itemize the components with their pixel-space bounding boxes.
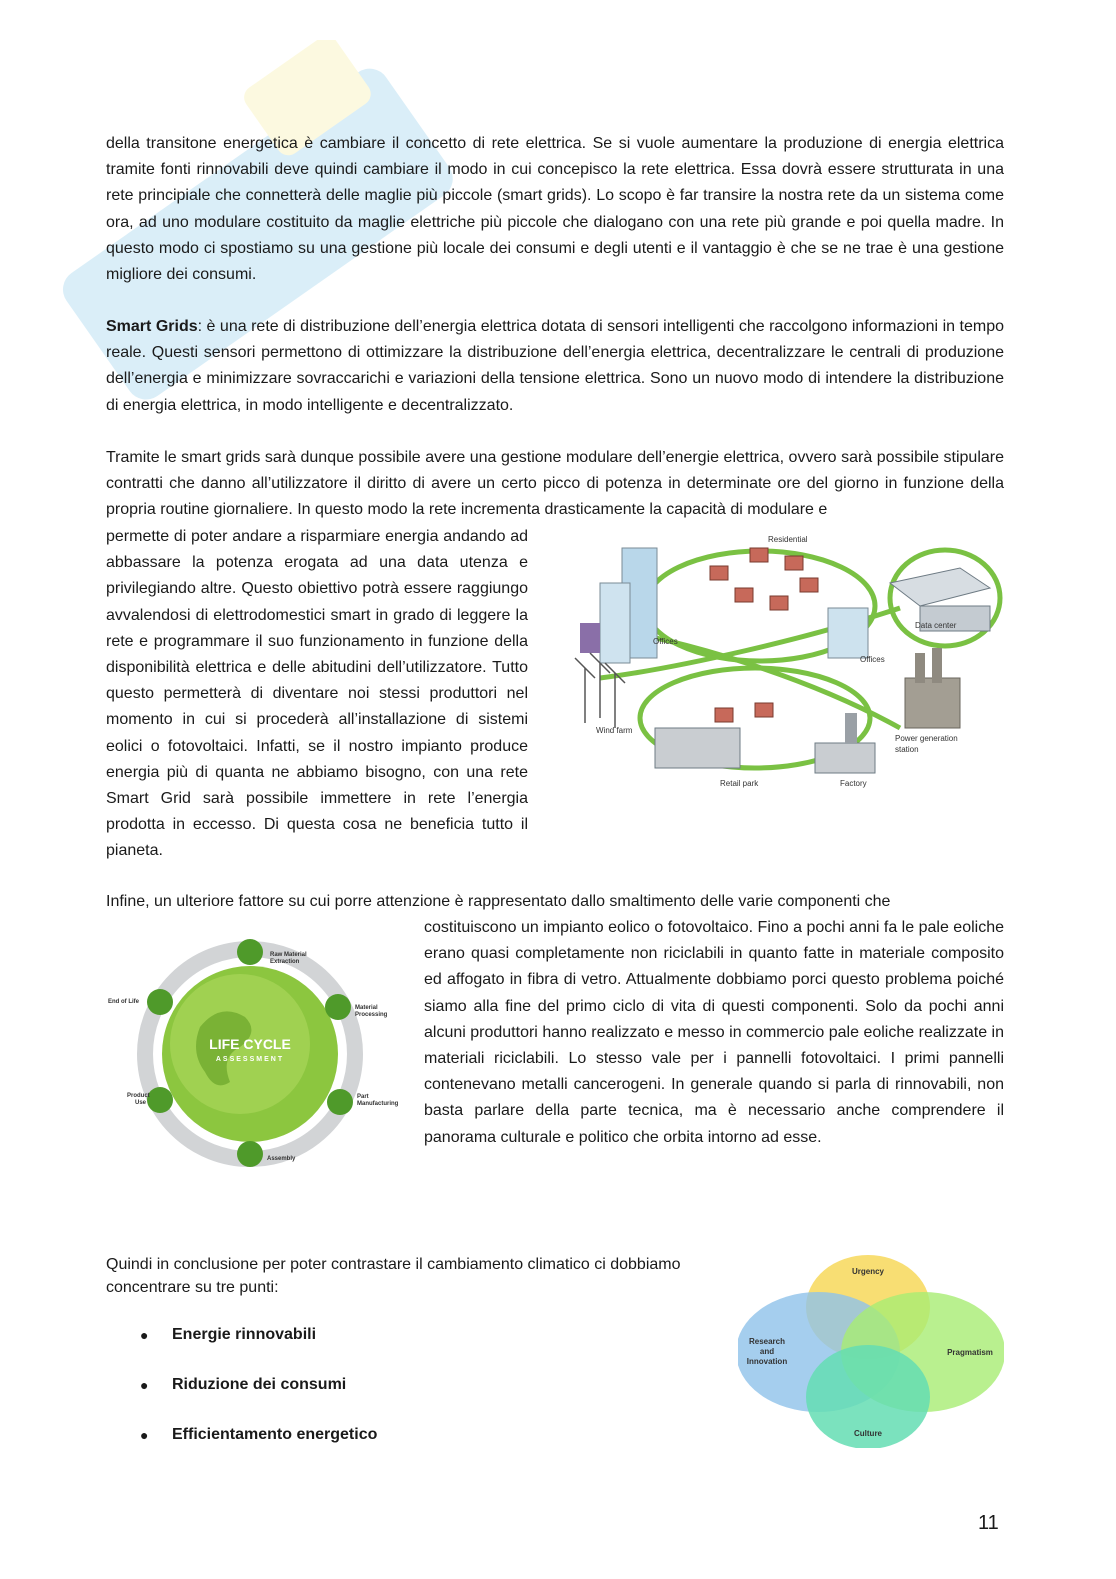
list-item: ● Riduzione dei consumi [140,1372,377,1422]
trees-icon [237,939,263,965]
processing-icon [325,994,351,1020]
label-material: Material [355,1005,378,1011]
key-points-list [140,1322,377,1472]
paragraph-smart-grids [106,314,1004,419]
label-pragmatism: Pragmatism [947,1348,993,1357]
label-extraction: Extraction [270,959,300,965]
label-offices-right: Offices [860,655,885,664]
label-use: Use [135,1100,147,1106]
list-item: ● Energie rinnovabili [140,1322,377,1372]
smart-grids-definition: : è una rete di distribuzione dell’energia elettrica dotata di sensori intelligenti che raccolgono informazioni in tempo reale. Questi sensori permettono di ottimizzare la distribuzione dell’energia elettrica, decentralizzare le centrali di produzione dell’energia e minimizzare sovraccarichi e variazioni della tensione elettrica. Sono un nuovo modo di intendere la distribuzione di energia elettrica, in modo intelligente e decentralizzato. [106,318,1004,414]
label-and: and [759,1347,775,1356]
lca-subtitle: ASSESSMENT [215,1056,285,1063]
label-power-station: station [895,745,919,754]
manufacturing-icon [327,1089,353,1115]
label-manufacturing: Manufacturing [357,1101,399,1107]
paragraph-conclusion: Quindi in conclusione per poter contrastare il cambiamento climatico ci dobbiamo concentrare su tre punti: [106,1256,681,1296]
paragraph-transition: della transitone energetica è cambiare il concetto di rete elettrica. Se si vuole aumentare la produzione di energia elettrica tramite fonti rinnovabili deve quindi cambiare il modo in cui concepisco la rete elettrica. Essa dovrà essere strutturata in una rete principiale che connetterà delle maglie più piccole (smart grids). Lo scopo è far transire la nostra rete da un sistema come ora, ad uno modulare costituito da maglie elettriche più piccole che dialogano con una rete più grande e poi quella madre. In questo modo ci spostiamo su una gestione più locale dei consumi e degli utenti e il vantaggio è che se ne trae è una gestione migliore dei consumi. [106,135,1004,284]
page-number: 11 [978,1512,999,1534]
life-cycle-diagram [105,932,405,1172]
label-part: Part [357,1094,369,1100]
smart-grids-term: Smart Grids [106,318,198,335]
puzzle-icon [237,1141,263,1167]
label-factory: Factory [840,779,867,788]
label-power-generation: Power generation [895,734,958,743]
label-residential: Residential [768,535,808,544]
bullet-icon: ● [140,1377,149,1393]
smart-grid-diagram [560,528,1004,796]
bullet-icon: ● [140,1327,149,1343]
paragraph-disposal-first-line: Infine, un ulteriore fattore su cui porre attenzione è rappresentato dallo smaltimento delle varie componenti che [106,893,891,910]
lca-title: LIFE CYCLE [209,1036,291,1052]
label-urgency: Urgency [851,1267,885,1276]
paragraph-modular: Tramite le smart grids sarà dunque possibile avere una gestione modulare dell’energie elettrica, ovvero sarà possibile stipulare contratti che danno all’utilizzatore il diritto di avere un certo picco di potenza in determinate ore del giorno in funzione della propria routine giornaliere. In questo modo la rete incrementa drasticamente la capacità di modulare e [106,449,1004,519]
label-wind-farm: Wind farm [596,726,633,735]
label-offices-left: Offices [653,637,678,646]
label-product: Product [127,1093,150,1099]
label-innovation: Innovation [746,1357,788,1366]
list-item: ● Efficientamento energetico [140,1422,377,1472]
venn-diagram [738,1252,1004,1448]
label-research: Research [748,1337,786,1346]
label-data-center: Data center [915,621,957,630]
label-raw-material: Raw Material [270,952,307,958]
bullet-icon: ● [140,1427,149,1443]
phone-icon [147,1087,173,1113]
label-assembly: Assembly [267,1156,296,1162]
label-end-of-life: End of Life [108,999,139,1005]
label-processing: Processing [355,1012,388,1018]
recycle-icon [147,989,173,1015]
label-retail-park: Retail park [720,779,759,788]
paragraph-modular-continued: permette di poter andare a risparmiare energia andando ad abbassare la potenza erogata ad una data utenza e privilegiando altre. Questo obiettivo potrà essere raggiungo avvalendosi di elettrodomestici smart in grado di leggere la rete e programmare il suo funzionamento in funzione della disponibilità elettrica e delle abitudini dell’utilizzatore. Tutto questo permetterà di diventare noi stessi produttori nel momento in cui si procederà all’installazione di sistemi eolici o fotovoltaici. Infatti, se il nostro impianto produce energia più di quanta ne abbiamo bisogno, con una rete Smart Grid sarà possibile immettere in rete l’energia prodotta in eccesso. Di questa cosa ne beneficia tutto il pianeta. [106,528,528,860]
paragraph-disposal: costituiscono un impianto eolico o fotovoltaico. Fino a pochi anni fa le pale eoliche erano quasi completamente non riciclabili in quanto fatte in materiale composito ed affogato in fibra di vetro. Attualmente dobbiamo porci questo problema poiché siamo alla fine del primo ciclo di vita di questi componenti. Solo da pochi anni alcuni produttori hanno realizzato e messo in commercio pale eoliche realizzate in materiali riciclabili. Lo stesso vale per i pannelli fotovoltaici. I primi pannelli contenevano metalli cancerogeni. In generale quando si parla di rinnovabili, non basta parlare della parte tecnica, ma è necessario anche comprendere il panorama culturale e politico che orbita intorno ad esse. [424,919,1004,1146]
label-culture: Culture [854,1429,882,1438]
